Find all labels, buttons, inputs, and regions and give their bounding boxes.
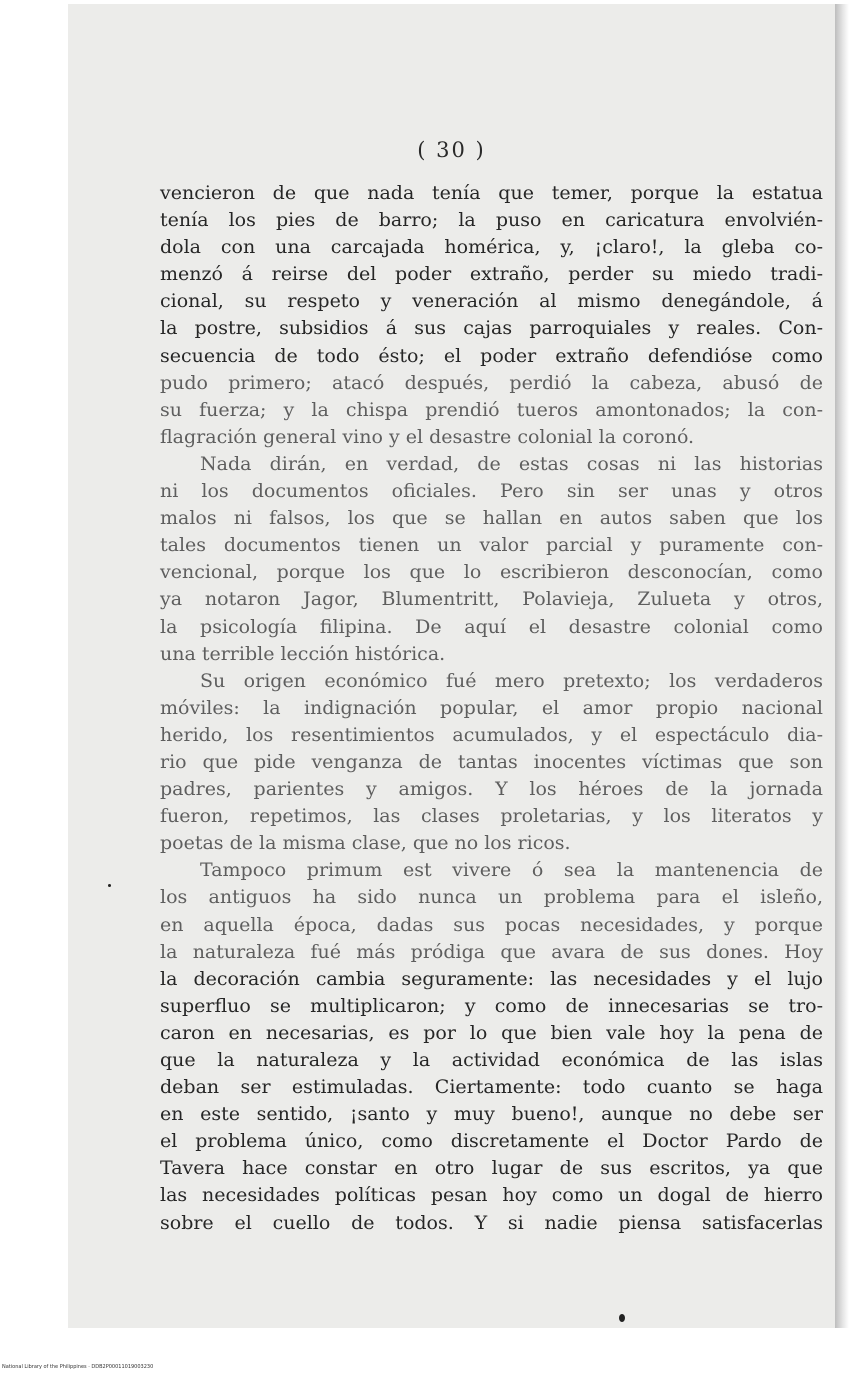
text-line: la naturaleza fué más pródiga que avara de sus dones. Hoy	[160, 940, 823, 963]
text-line: una terrible lección histórica.	[160, 642, 446, 665]
text-line: herido, los resentimientos acumulados, y el espectáculo dia-	[160, 723, 823, 746]
text-line: vencieron de que nada tenía que temer, porque la estatua	[160, 182, 823, 204]
archive-credit: National Library of the Philippines · DDB2P00011019003230	[2, 1364, 154, 1370]
text-line: Tampoco primum est vivere ó sea la mantenencia de	[200, 859, 823, 882]
text-line: caron en necesarias, es por lo que bien vale hoy la pena de	[160, 1021, 823, 1044]
ink-spot	[108, 884, 111, 887]
page-edge	[835, 4, 849, 1328]
text-line: poetas de la misma clase, que no los ricos.	[160, 832, 571, 855]
text-line: tenía los pies de barro; la puso en caricatura envolvién-	[160, 209, 823, 232]
text-line: Nada dirán, en verdad, de estas cosas ni las historias	[200, 452, 823, 475]
text-line: deban ser estimuladas. Ciertamente: todo cuanto se haga	[160, 1076, 823, 1099]
text-line: fueron, repetimos, las clases proletarias, y los literatos y	[160, 805, 823, 828]
text-line: la decoración cambia seguramente: las necesidades y el lujo	[160, 967, 823, 990]
text-line: ya notaron Jagor, Blumentritt, Polavieja, Zulueta y otros,	[160, 588, 823, 611]
text-line: rio que pide venganza de tantas inocentes víctimas que son	[160, 750, 823, 773]
text-line: secuencia de todo ésto; el poder extraño defendióse como	[160, 344, 823, 367]
text-line: cional, su respeto y veneración al mismo denegándole, á	[160, 290, 823, 313]
text-line: Su origen económico fué mero pretexto; los verdaderos	[200, 669, 823, 692]
text-line: dola con una carcajada homérica, y, ¡claro!, la gleba co-	[160, 236, 823, 259]
text-line: pudo primero; atacó después, perdió la cabeza, abusó de	[160, 371, 823, 394]
text-line: flagración general vino y el desastre colonial la coronó.	[160, 425, 695, 448]
text-line: la postre, subsidios á sus cajas parroquiales y reales. Con-	[160, 317, 823, 340]
book-page	[68, 4, 835, 1328]
text-line: ni los documentos oficiales. Pero sin ser unas y otros	[160, 480, 823, 503]
text-line: su fuerza; y la chispa prendió tueros amontonados; la con-	[160, 398, 823, 421]
ink-spot	[619, 1314, 625, 1322]
body-text	[160, 180, 823, 1237]
text-line: que la naturaleza y la actividad económica de las islas	[160, 1049, 823, 1071]
page-number: ( 30 )	[417, 138, 486, 162]
text-line: padres, parientes y amigos. Y los héroes de la jornada	[160, 778, 823, 801]
text-line: los antiguos ha sido nunca un problema para el isleño,	[160, 886, 823, 909]
text-line: vencional, porque los que lo escribieron desconocían, como	[160, 561, 823, 584]
text-line: superfluo se multiplicaron; y como de innecesarias se tro-	[160, 994, 823, 1017]
text-line: menzó á reirse del poder extraño, perder su miedo tradi-	[160, 263, 823, 286]
text-line: Tavera hace constar en otro lugar de sus escritos, ya que	[160, 1157, 823, 1180]
text-line: sobre el cuello de todos. Y si nadie piensa satisfacerlas	[160, 1211, 823, 1234]
text-line: tales documentos tienen un valor parcial y puramente con-	[160, 534, 823, 557]
text-line: en aquella época, dadas sus pocas necesidades, y porque	[160, 913, 823, 936]
text-line: malos ni falsos, los que se hallan en autos saben que los	[160, 507, 823, 530]
text-line: la psicología filipina. De aquí el desastre colonial como	[160, 615, 823, 638]
text-line: las necesidades políticas pesan hoy como un dogal de hierro	[160, 1184, 823, 1207]
text-line: móviles: la indignación popular, el amor propio nacional	[160, 696, 823, 719]
text-line: en este sentido, ¡santo y muy bueno!, aunque no debe ser	[160, 1103, 823, 1126]
text-line: el problema único, como discretamente el Doctor Pardo de	[160, 1130, 823, 1153]
